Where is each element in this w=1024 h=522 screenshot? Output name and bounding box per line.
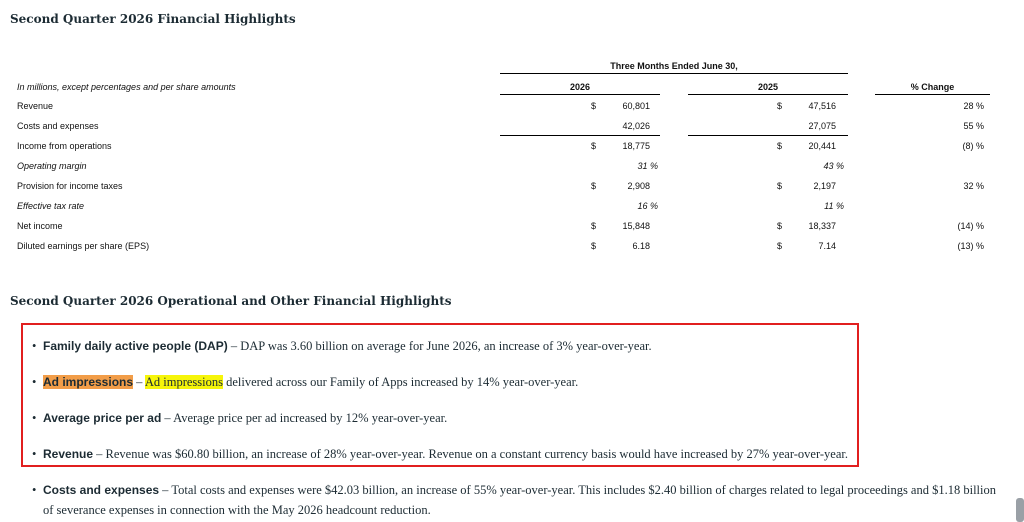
value-2025: 18,337 [808,221,836,231]
value-2025: 43 % [823,161,844,171]
currency-2026: $ [591,101,597,111]
value-2026: 60,801 [622,101,650,111]
row-label: Provision for income taxes [17,181,123,191]
bullet-item [32,480,998,520]
row-label: Diluted earnings per share (EPS) [17,241,150,251]
bullet-separator: – [227,339,241,353]
bullet-item [32,372,998,392]
scrollbar-thumb[interactable] [1016,498,1024,522]
value-change: 55 % [963,121,984,131]
value-2026: 42,026 [622,121,650,131]
bullet-separator: – [93,447,106,461]
value-change: (14) % [957,221,984,231]
bullet-term: Family daily active people (DAP) [43,339,228,353]
bullet-text: Revenue was $60.80 billion, an increase of 28% year-over-year. Revenue on a constant currency basis would have increased by 27% year-over-year. [105,447,848,461]
currency-2026: $ [591,141,597,151]
value-2025: 7.14 [818,241,836,251]
value-2026: 18,775 [622,141,650,151]
bullet-dot-icon: • [32,447,37,461]
col-header-change: % Change [910,82,955,92]
value-change: (8) % [962,141,984,151]
bullet-dot-icon: • [32,375,37,389]
bullet-separator: – [161,411,174,425]
currency-2026: $ [591,221,597,231]
currency-2025: $ [777,241,783,251]
bullet-term: Revenue [43,447,94,461]
currency-2026: $ [591,241,597,251]
financial-table [0,0,1000,260]
financial-highlights-heading: Second Quarter 2026 Financial Highlights [10,12,296,26]
units-note: In millions, except percentages and per share amounts [17,82,236,92]
bullet-text: DAP was 3.60 billion on average for June 2026, an increase of 3% year-over-year. [240,339,652,353]
currency-2025: $ [777,221,783,231]
col-header-2025: 2025 [757,82,779,92]
row-label: Effective tax rate [17,201,85,211]
period-header: Three Months Ended June 30, [610,61,738,71]
value-2025: 47,516 [808,101,836,111]
currency-2025: $ [777,181,783,191]
bullet-text: Average price per ad increased by 12% year-over-year. [173,411,448,425]
bullet-separator: – [133,375,145,389]
value-change: 28 % [963,101,984,111]
bullet-item [32,408,998,428]
row-label: Revenue [17,101,54,111]
bullet-text: delivered across our Family of Apps increased by 14% year-over-year. [222,375,579,389]
row-label: Net income [17,221,63,231]
col-header-2026: 2026 [569,82,591,92]
bullet-dot-icon: • [32,483,37,497]
currency-2025: $ [777,141,783,151]
bullet-dot-icon: • [32,339,37,353]
value-2025: 20,441 [808,141,836,151]
row-label: Income from operations [17,141,112,151]
value-change: 32 % [963,181,984,191]
bullet-separator: – [159,483,172,497]
bullet-term: Average price per ad [43,411,162,425]
value-2026: 2,908 [627,181,650,191]
bullet-dot-icon: • [32,411,37,425]
value-2025: 27,075 [808,121,836,131]
value-2025: 2,197 [813,181,836,191]
bullet-term: Ad impressions [43,375,134,389]
currency-2025: $ [777,101,783,111]
currency-2026: $ [591,181,597,191]
bullet-item [32,336,998,356]
value-2026: 6.18 [632,241,650,251]
highlighted-text: Ad impressions [144,375,223,389]
bullet-text: Total costs and expenses were $42.03 billion, an increase of 55% year-over-year. This includes $2.40 billion of charges related to legal proceedings and $1.18 billion of severance expenses in connection with the May 2026 headcount reduction. [43,483,996,517]
value-2026: 16 % [637,201,658,211]
value-2026: 15,848 [622,221,650,231]
value-change: (13) % [957,241,984,251]
row-label: Costs and expenses [17,121,99,131]
value-2026: 31 % [637,161,658,171]
operational-highlights-heading: Second Quarter 2026 Operational and Other Financial Highlights [10,294,452,308]
row-label: Operating margin [17,161,87,171]
bullet-term: Costs and expenses [43,483,160,497]
bullet-item [32,444,998,464]
value-2025: 11 % [824,201,844,211]
